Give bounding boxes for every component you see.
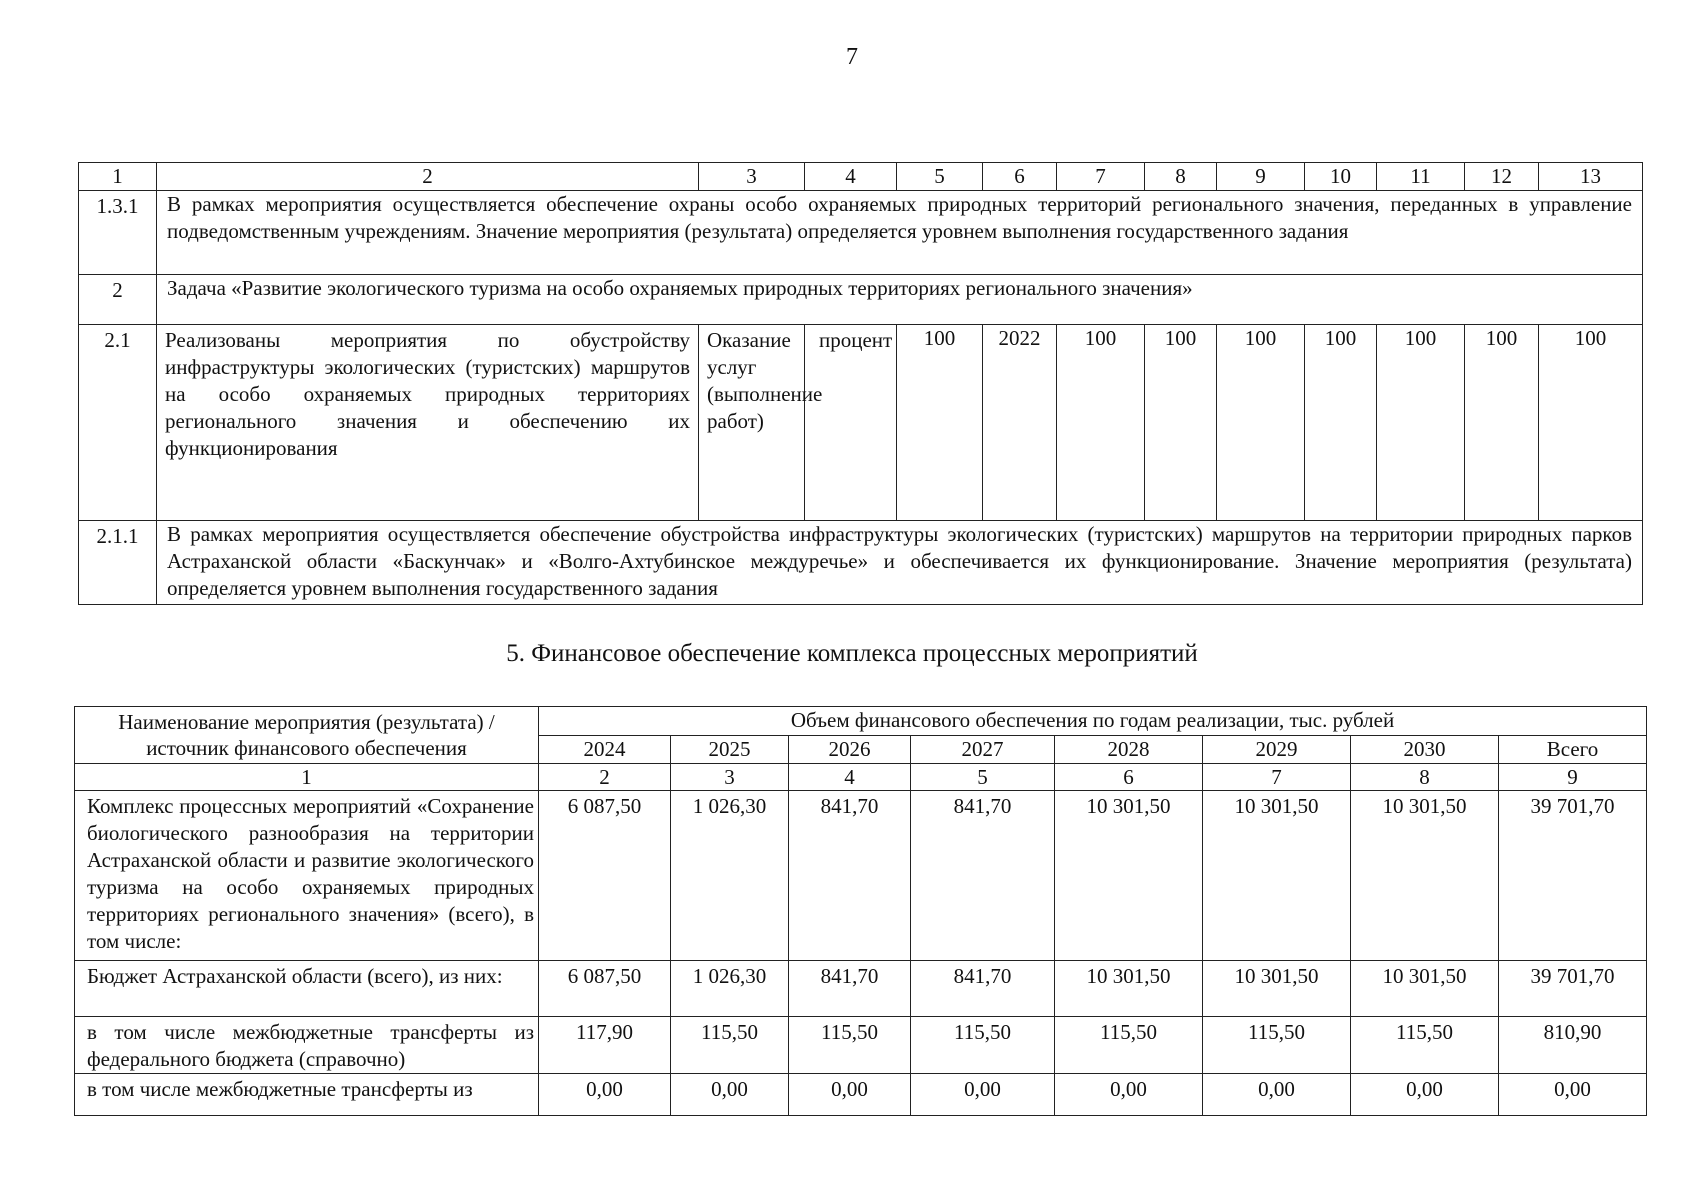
value-cell: 10 301,50 (1351, 791, 1499, 961)
value-cell: 841,70 (911, 961, 1055, 1017)
year-header: 2025 (671, 735, 789, 764)
value-cell: 10 301,50 (1351, 961, 1499, 1017)
year-header: 2026 (789, 735, 911, 764)
year-value: 100 (1145, 325, 1217, 521)
column-index-row (75, 764, 1647, 791)
index-cell: 7 (1203, 764, 1351, 791)
total-cell: 810,90 (1499, 1017, 1647, 1074)
table-row (79, 275, 1643, 325)
total-cell: 39 701,70 (1499, 791, 1647, 961)
table-row (75, 791, 1647, 961)
year-header: 2029 (1203, 735, 1351, 764)
year-header: 2027 (911, 735, 1055, 764)
table-row (75, 1017, 1647, 1074)
total-cell: 0,00 (1499, 1074, 1647, 1116)
index-cell: 6 (1055, 764, 1203, 791)
volume-header: Объем финансового обеспечения по годам реализации, тыс. рублей (539, 707, 1647, 736)
value-cell: 841,70 (789, 961, 911, 1017)
indicators-table (78, 162, 1643, 605)
row-name: в том числе межбюджетные трансферты из (75, 1074, 539, 1116)
row-number: 2.1 (79, 325, 157, 521)
value-cell: 115,50 (1203, 1017, 1351, 1074)
row-description: В рамках мероприятия осуществляется обеспечение охраны особо охраняемых природных территорий регионального значения, переданных в управление подведомственным учреждениям. Значение мероприятия (результата) определяется уровнем выполнения государственного задания (157, 191, 1643, 275)
year-value: 100 (1465, 325, 1539, 521)
value-cell: 0,00 (671, 1074, 789, 1116)
table-header-row (79, 163, 1643, 191)
financing-table (74, 706, 1647, 1116)
unit-of-measure: процент (805, 325, 897, 521)
base-value: 100 (897, 325, 983, 521)
table-row (75, 961, 1647, 1017)
year-header: 2030 (1351, 735, 1499, 764)
value-cell: 1 026,30 (671, 961, 789, 1017)
task-title: Задача «Развитие экологического туризма на особо охраняемых природных территориях регионального значения» (157, 275, 1643, 325)
index-cell: 2 (539, 764, 671, 791)
header-cell: 4 (805, 163, 897, 191)
row-name: Бюджет Астраханской области (всего), из них: (75, 961, 539, 1017)
value-cell: 115,50 (789, 1017, 911, 1074)
year-value: 100 (1217, 325, 1305, 521)
row-description: В рамках мероприятия осуществляется обеспечение обустройства инфраструктуры экологических (туристских) маршрутов на территории природных парков Астраханской области «Баскунчак» и «Волго-Ахтубинское междуречье» и обеспечивается их функционирование. Значение мероприятия (результата) определяется уровнем выполнения государственного задания (157, 521, 1643, 605)
table-header-row (75, 707, 1647, 736)
header-cell: 6 (983, 163, 1057, 191)
value-cell: 841,70 (789, 791, 911, 961)
year-value: 100 (1305, 325, 1377, 521)
index-cell: 3 (671, 764, 789, 791)
table-row (79, 191, 1643, 275)
header-cell: 13 (1539, 163, 1643, 191)
result-type: Оказание услуг (выполнение работ) (699, 325, 805, 521)
row-number: 1.3.1 (79, 191, 157, 275)
base-year: 2022 (983, 325, 1057, 521)
total-header: Всего (1499, 735, 1647, 764)
value-cell: 1 026,30 (671, 791, 789, 961)
value-cell: 115,50 (1055, 1017, 1203, 1074)
value-cell: 10 301,50 (1055, 791, 1203, 961)
year-header: 2024 (539, 735, 671, 764)
header-cell: 3 (699, 163, 805, 191)
value-cell: 0,00 (1055, 1074, 1203, 1116)
year-header: 2028 (1055, 735, 1203, 764)
value-cell: 0,00 (789, 1074, 911, 1116)
value-cell: 115,50 (911, 1017, 1055, 1074)
row-number: 2 (79, 275, 157, 325)
header-cell: 8 (1145, 163, 1217, 191)
value-cell: 0,00 (1203, 1074, 1351, 1116)
row-number: 2.1.1 (79, 521, 157, 605)
value-cell: 10 301,50 (1203, 961, 1351, 1017)
section-title: 5. Финансовое обеспечение комплекса процессных мероприятий (506, 640, 1198, 667)
index-cell: 1 (75, 764, 539, 791)
value-cell: 0,00 (1351, 1074, 1499, 1116)
value-cell: 0,00 (911, 1074, 1055, 1116)
value-cell: 10 301,50 (1055, 961, 1203, 1017)
index-cell: 8 (1351, 764, 1499, 791)
result-name: Реализованы мероприятия по обустройству инфраструктуры экологических (туристских) маршрутов на особо охраняемых природных территориях регионального значения и обеспечению их функционирования (157, 325, 699, 521)
header-cell: 7 (1057, 163, 1145, 191)
index-cell: 9 (1499, 764, 1647, 791)
value-cell: 0,00 (539, 1074, 671, 1116)
year-value: 100 (1539, 325, 1643, 521)
value-cell: 6 087,50 (539, 791, 671, 961)
table-row (79, 521, 1643, 605)
value-cell: 117,90 (539, 1017, 671, 1074)
value-cell: 841,70 (911, 791, 1055, 961)
value-cell: 115,50 (1351, 1017, 1499, 1074)
header-cell: 12 (1465, 163, 1539, 191)
table-row (75, 1074, 1647, 1116)
value-cell: 6 087,50 (539, 961, 671, 1017)
value-cell: 115,50 (671, 1017, 789, 1074)
header-cell: 5 (897, 163, 983, 191)
year-value: 100 (1057, 325, 1145, 521)
total-cell: 39 701,70 (1499, 961, 1647, 1017)
header-cell: 10 (1305, 163, 1377, 191)
index-cell: 4 (789, 764, 911, 791)
index-cell: 5 (911, 764, 1055, 791)
header-cell: 9 (1217, 163, 1305, 191)
page-number: 7 (846, 44, 858, 70)
header-cell: 2 (157, 163, 699, 191)
year-value: 100 (1377, 325, 1465, 521)
table-row (79, 325, 1643, 521)
header-cell: 1 (79, 163, 157, 191)
value-cell: 10 301,50 (1203, 791, 1351, 961)
name-column-header: Наименование мероприятия (результата) / источник финансового обеспечения (75, 707, 539, 764)
header-cell: 11 (1377, 163, 1465, 191)
row-name: Комплекс процессных мероприятий «Сохранение биологического разнообразия на территории Астраханской области и развитие экологического туризма на особо охраняемых природных территориях регионального значения» (всего), в том числе: (75, 791, 539, 961)
row-name: в том числе межбюджетные трансферты из федерального бюджета (справочно) (75, 1017, 539, 1074)
